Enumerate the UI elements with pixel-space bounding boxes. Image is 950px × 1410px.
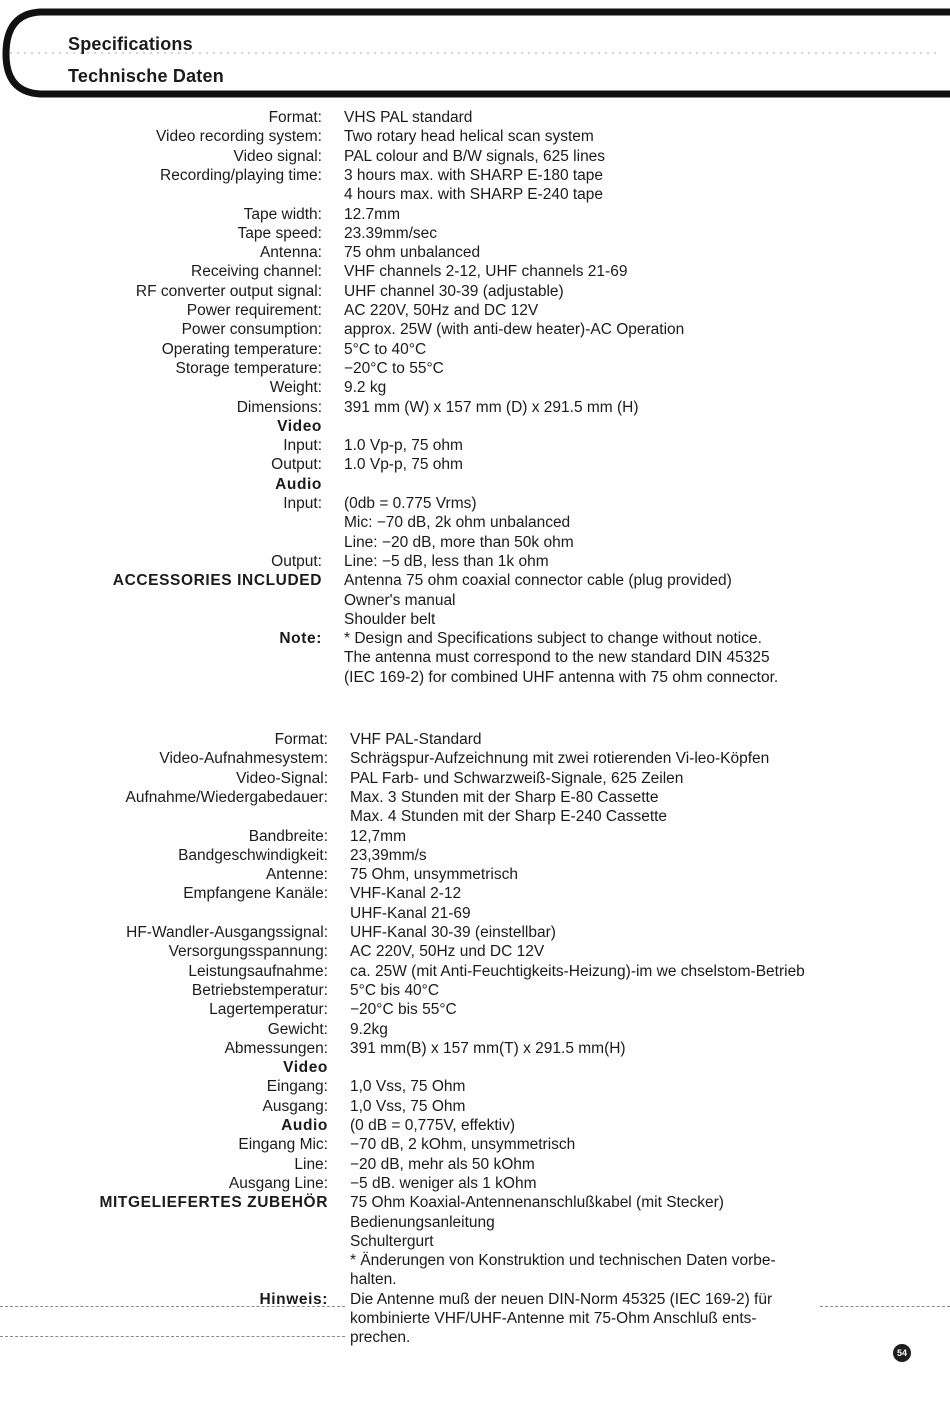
spec-value: 23.39mm/sec <box>344 224 438 242</box>
spec-label: Audio <box>281 1117 328 1134</box>
spec-row <box>0 108 950 128</box>
spec-row <box>0 147 950 167</box>
spec-value: 9.2 kg <box>344 379 387 397</box>
spec-row <box>0 788 950 808</box>
spec-row <box>0 243 950 263</box>
spec-label: Receiving channel: <box>191 263 322 281</box>
spec-row <box>0 1155 950 1175</box>
spec-value: (0 dB = 0,775V, effektiv) <box>350 1117 516 1134</box>
spec-row <box>0 749 950 769</box>
spec-label: Operating temperature: <box>161 340 322 358</box>
spec-row <box>0 282 950 302</box>
spec-label: Storage temperature: <box>175 359 322 377</box>
spec-value: Line: −5 dB, less than 1k ohm <box>344 552 549 570</box>
spec-value: Die Antenne muß der neuen DIN-Norm 45325 (IEC 169-2) für <box>350 1290 773 1308</box>
spec-label: Antenna: <box>259 244 322 262</box>
spec-label: Format: <box>274 731 328 748</box>
spec-value: −5 dB. weniger als 1 kOhm <box>350 1174 537 1192</box>
spec-label: Abmessungen: <box>224 1039 328 1057</box>
spec-label: Ausgang Line: <box>228 1174 328 1192</box>
spec-value: approx. 25W (with anti-dew heater)-AC Operation <box>344 321 685 339</box>
spec-value: 12,7mm <box>350 827 406 845</box>
spec-value: VHS PAL standard <box>344 109 473 126</box>
spec-label: Output: <box>271 456 322 474</box>
spec-row <box>0 1135 950 1155</box>
spec-value: prechen. <box>350 1329 411 1347</box>
spec-row <box>0 571 950 591</box>
spec-row <box>0 884 950 904</box>
spec-label: Input: <box>283 495 322 512</box>
spec-row <box>0 591 950 611</box>
spec-row <box>0 262 950 282</box>
spec-row <box>0 320 950 340</box>
spec-label: Weight: <box>269 379 322 397</box>
spec-label: Eingang: <box>266 1078 328 1096</box>
spec-row <box>0 1232 950 1252</box>
spec-row <box>0 629 950 649</box>
spec-row <box>0 1058 950 1078</box>
spec-label: Bandgeschwindigkeit: <box>178 846 328 864</box>
spec-row <box>0 475 950 495</box>
header-title-de: Technische Daten <box>68 66 224 86</box>
spec-row <box>0 668 950 688</box>
spec-label: Bandbreite: <box>248 827 328 845</box>
spec-value: Max. 4 Stunden mit der Sharp E-240 Cassette <box>350 808 668 826</box>
spec-row <box>0 1116 950 1136</box>
dashed-rule-3 <box>820 1306 950 1307</box>
spec-row <box>0 827 950 847</box>
spec-row <box>0 610 950 630</box>
spec-label: Video <box>277 417 322 435</box>
spec-row <box>0 1000 950 1020</box>
spec-value: The antenna must correspond to the new standard DIN 45325 <box>344 649 770 667</box>
spec-row <box>0 730 950 750</box>
header-title-en: Specifications <box>68 34 193 54</box>
spec-value: Bedienungsanleitung <box>350 1213 495 1231</box>
spec-row <box>0 962 950 982</box>
spec-row <box>0 1097 950 1117</box>
spec-label: Recording/playing time: <box>160 166 322 184</box>
spec-row <box>0 1174 950 1194</box>
spec-value: 391 mm(B) x 157 mm(T) x 291.5 mm(H) <box>350 1039 626 1057</box>
spec-row <box>0 923 950 943</box>
spec-row <box>0 648 950 668</box>
spec-row <box>0 166 950 186</box>
spec-label: MITGELIEFERTES ZUBEHÖR <box>99 1194 328 1212</box>
spec-label: Ausgang: <box>262 1097 328 1115</box>
spec-row <box>0 301 950 321</box>
spec-value: 5°C to 40°C <box>344 340 427 358</box>
spec-value: 23,39mm/s <box>350 846 427 864</box>
spec-value: −20°C bis 55°C <box>350 1001 457 1019</box>
page-number: 54 <box>893 1344 911 1362</box>
spec-value: 391 mm (W) x 157 mm (D) x 291.5 mm (H) <box>344 398 639 416</box>
spec-row <box>0 417 950 437</box>
spec-label: Aufnahme/Wiedergabedauer: <box>125 788 328 806</box>
spec-row <box>0 378 950 398</box>
spec-label: ACCESSORIES INCLUDED <box>112 572 322 590</box>
spec-row <box>0 398 950 418</box>
spec-row <box>0 1213 950 1233</box>
spec-value: 75 ohm unbalanced <box>344 244 481 262</box>
spec-row <box>0 436 950 456</box>
spec-value: Mic: −70 dB, 2k ohm unbalanced <box>344 514 571 532</box>
spec-value: UHF-Kanal 21-69 <box>350 904 471 922</box>
spec-row <box>0 359 950 379</box>
spec-row <box>0 1020 950 1040</box>
spec-label: Input: <box>283 437 322 455</box>
spec-row <box>0 1309 950 1329</box>
spec-value: Two rotary head helical scan system <box>344 128 594 146</box>
spec-label: Video-Signal: <box>236 769 328 787</box>
spec-value: Owner's manual <box>344 591 456 609</box>
spec-value: 75 Ohm Koaxial-Antennenanschlußkabel (mit Stecker) <box>350 1194 724 1212</box>
spec-value: 12.7mm <box>344 205 400 223</box>
spec-value: 75 Ohm, unsymmetrisch <box>350 866 518 884</box>
spec-label: Video <box>283 1059 328 1077</box>
spec-value: Line: −20 dB, more than 50k ohm <box>344 533 574 551</box>
header-frame <box>0 8 950 104</box>
spec-value: 1.0 Vp-p, 75 ohm <box>344 437 463 455</box>
spec-row <box>0 494 950 514</box>
spec-label: Empfangene Kanäle: <box>183 885 328 903</box>
spec-label: Leistungsaufnahme: <box>188 962 328 980</box>
spec-value: (0db = 0.775 Vrms) <box>344 495 477 512</box>
spec-value: 1,0 Vss, 75 Ohm <box>350 1097 466 1115</box>
spec-label: Tape width: <box>243 205 322 223</box>
spec-value: kombinierte VHF/UHF-Antenne mit 75-Ohm Anschluß ents- <box>350 1310 757 1327</box>
spec-value: −20 dB, mehr als 50 kOhm <box>350 1155 535 1173</box>
spec-value: VHF PAL-Standard <box>350 731 482 748</box>
spec-label: Gewicht: <box>267 1020 328 1038</box>
spec-label: HF-Wandler-Ausgangssignal: <box>126 924 328 941</box>
spec-row <box>0 1077 950 1097</box>
spec-row <box>0 224 950 244</box>
spec-value: Schrägspur-Aufzeichnung mit zwei rotierenden Vi-leo-Köpfen <box>350 750 770 768</box>
spec-row <box>0 769 950 789</box>
spec-value: Max. 3 Stunden mit der Sharp E-80 Cassette <box>350 788 659 806</box>
spec-value: AC 220V, 50Hz und DC 12V <box>350 943 545 961</box>
spec-label: Note: <box>279 630 322 648</box>
spec-label: Eingang Mic: <box>238 1136 328 1154</box>
spec-label: Tape speed: <box>237 224 322 242</box>
spec-label: Video recording system: <box>156 128 322 146</box>
spec-value: VHF channels 2-12, UHF channels 21-69 <box>344 263 628 281</box>
spec-value: VHF-Kanal 2-12 <box>350 885 462 903</box>
spec-value: Antenna 75 ohm coaxial connector cable (plug provided) <box>344 572 732 590</box>
spec-row <box>0 942 950 962</box>
spec-row <box>0 340 950 360</box>
spec-label: Power consumption: <box>181 321 322 339</box>
spec-value: 3 hours max. with SHARP E-180 tape <box>344 166 604 184</box>
spec-row <box>0 455 950 475</box>
spec-value: AC 220V, 50Hz and DC 12V <box>344 302 539 319</box>
spec-value: Shoulder belt <box>344 610 436 628</box>
spec-value: Schultergurt <box>350 1232 434 1250</box>
spec-row <box>0 904 950 924</box>
spec-label: Audio <box>275 475 322 493</box>
spec-row <box>0 1251 950 1271</box>
spec-value: halten. <box>350 1271 397 1289</box>
spec-label: RF converter output signal: <box>135 282 322 300</box>
spec-value: 5°C bis 40°C <box>350 981 440 999</box>
spec-row <box>0 865 950 885</box>
spec-row <box>0 981 950 1001</box>
spec-label: Hinweis: <box>259 1290 328 1308</box>
spec-label: Video signal: <box>233 147 322 165</box>
spec-value: 1.0 Vp-p, 75 ohm <box>344 456 463 474</box>
spec-label: Dimensions: <box>236 398 322 416</box>
spec-row <box>0 552 950 572</box>
spec-value: ca. 25W (mit Anti-Feuchtigkeits-Heizung)-im we chselstom-Betrieb <box>350 962 805 980</box>
spec-label: Lagertemperatur: <box>209 1001 328 1019</box>
spec-row <box>0 1039 950 1059</box>
spec-value: 4 hours max. with SHARP E-240 tape <box>344 186 604 204</box>
spec-row <box>0 127 950 147</box>
spec-row <box>0 1193 950 1213</box>
spec-value: 9.2kg <box>350 1020 388 1038</box>
spec-value: * Änderungen von Konstruktion und technischen Daten vorbe- <box>350 1252 776 1270</box>
spec-label: Power requirement: <box>186 302 322 319</box>
spec-label: Antenne: <box>265 866 328 884</box>
spec-row <box>0 185 950 205</box>
spec-value: −20°C to 55°C <box>344 359 444 377</box>
spec-row <box>0 1270 950 1290</box>
spec-label: Format: <box>268 109 322 126</box>
spec-value: PAL Farb- und Schwarzweiß-Signale, 625 Zeilen <box>350 769 684 787</box>
spec-label: Line: <box>294 1155 328 1173</box>
spec-label: Video-Aufnahmesystem: <box>159 750 328 768</box>
spec-value: 1,0 Vss, 75 Ohm <box>350 1078 466 1096</box>
dashed-rule-1 <box>0 1306 345 1307</box>
spec-value: UHF channel 30-39 (adjustable) <box>344 282 564 300</box>
spec-row <box>0 513 950 533</box>
spec-value: * Design and Specifications subject to change without notice. <box>344 630 762 648</box>
page-header <box>0 8 950 100</box>
spec-label: Versorgungsspannung: <box>168 943 328 961</box>
spec-row <box>0 846 950 866</box>
spec-value: −70 dB, 2 kOhm, unsymmetrisch <box>350 1136 576 1154</box>
spec-value: UHF-Kanal 30-39 (einstellbar) <box>350 924 556 941</box>
spec-row <box>0 1328 950 1348</box>
dashed-rule-2 <box>0 1336 345 1337</box>
spec-label: Betriebstemperatur: <box>191 981 328 999</box>
spec-row <box>0 807 950 827</box>
spec-value: (IEC 169-2) for combined UHF antenna with 75 ohm connector. <box>344 668 779 686</box>
spec-row <box>0 533 950 553</box>
spec-row <box>0 205 950 225</box>
spec-label: Output: <box>271 552 322 570</box>
spec-value: PAL colour and B/W signals, 625 lines <box>344 147 606 165</box>
